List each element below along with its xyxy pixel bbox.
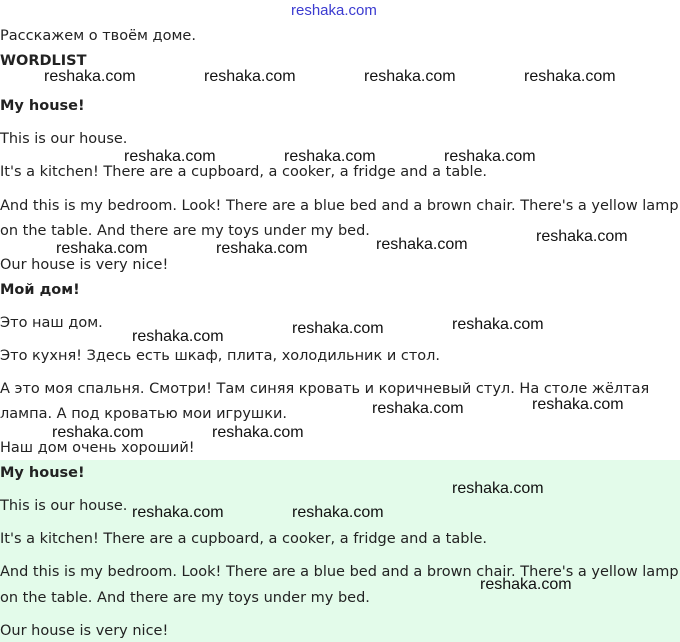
russian-p2: Это кухня! Здесь есть шкаф, плита, холодильник и стол.	[0, 348, 441, 364]
russian-p3-line2: лампа. А под кроватью мои игрушки.	[0, 406, 287, 422]
watermark: reshaka.com	[132, 328, 224, 345]
watermark: reshaka.com	[216, 240, 308, 257]
wordlist-label: WORDLIST	[0, 53, 87, 69]
site-link[interactable]: reshaka.com	[291, 2, 377, 19]
watermark: reshaka.com	[372, 400, 464, 417]
russian-p3-line1: А это моя спальня. Смотри! Там синяя кровать и коричневый стул. На столе жёлтая	[0, 381, 650, 397]
watermark: reshaka.com	[204, 68, 296, 85]
watermark: reshaka.com	[284, 148, 376, 165]
highlighted-p1: This is our house.	[0, 498, 128, 514]
watermark: reshaka.com	[480, 576, 572, 593]
highlighted-answer-block	[0, 460, 680, 642]
watermark: reshaka.com	[292, 504, 384, 521]
watermark: reshaka.com	[292, 320, 384, 337]
highlighted-title: My house!	[0, 465, 85, 481]
english-p4: Our house is very nice!	[0, 257, 169, 273]
highlighted-p3-line2: on the table. And there are my toys under my bed.	[0, 590, 370, 606]
russian-p1: Это наш дом.	[0, 315, 103, 331]
watermark: reshaka.com	[452, 316, 544, 333]
english-title: My house!	[0, 98, 85, 114]
watermark: reshaka.com	[524, 68, 616, 85]
watermark: reshaka.com	[452, 480, 544, 497]
watermark: reshaka.com	[132, 504, 224, 521]
english-p3-line1: And this is my bedroom. Look! There are a blue bed and a brown chair. There's a yellow lamp	[0, 198, 679, 214]
watermark: reshaka.com	[364, 68, 456, 85]
highlighted-p3-line1: And this is my bedroom. Look! There are a blue bed and a brown chair. There's a yellow lamp	[0, 564, 679, 580]
highlighted-p4: Our house is very nice!	[0, 623, 169, 639]
watermark: reshaka.com	[124, 148, 216, 165]
russian-p4: Наш дом очень хороший!	[0, 440, 195, 456]
watermark: reshaka.com	[444, 148, 536, 165]
watermark: reshaka.com	[536, 228, 628, 245]
watermark: reshaka.com	[376, 236, 468, 253]
english-p2: It's a kitchen! There are a cupboard, a cooker, a fridge and a table.	[0, 164, 487, 180]
watermark: reshaka.com	[212, 424, 304, 441]
english-p1: This is our house.	[0, 131, 128, 147]
intro-text: Расскажем о твоём доме.	[0, 28, 196, 44]
watermark: reshaka.com	[52, 424, 144, 441]
watermark: reshaka.com	[44, 68, 136, 85]
russian-title: Мой дом!	[0, 282, 80, 298]
watermark: reshaka.com	[56, 240, 148, 257]
watermark: reshaka.com	[532, 396, 624, 413]
english-p3-line2: on the table. And there are my toys under my bed.	[0, 223, 370, 239]
highlighted-p2: It's a kitchen! There are a cupboard, a cooker, a fridge and a table.	[0, 531, 487, 547]
